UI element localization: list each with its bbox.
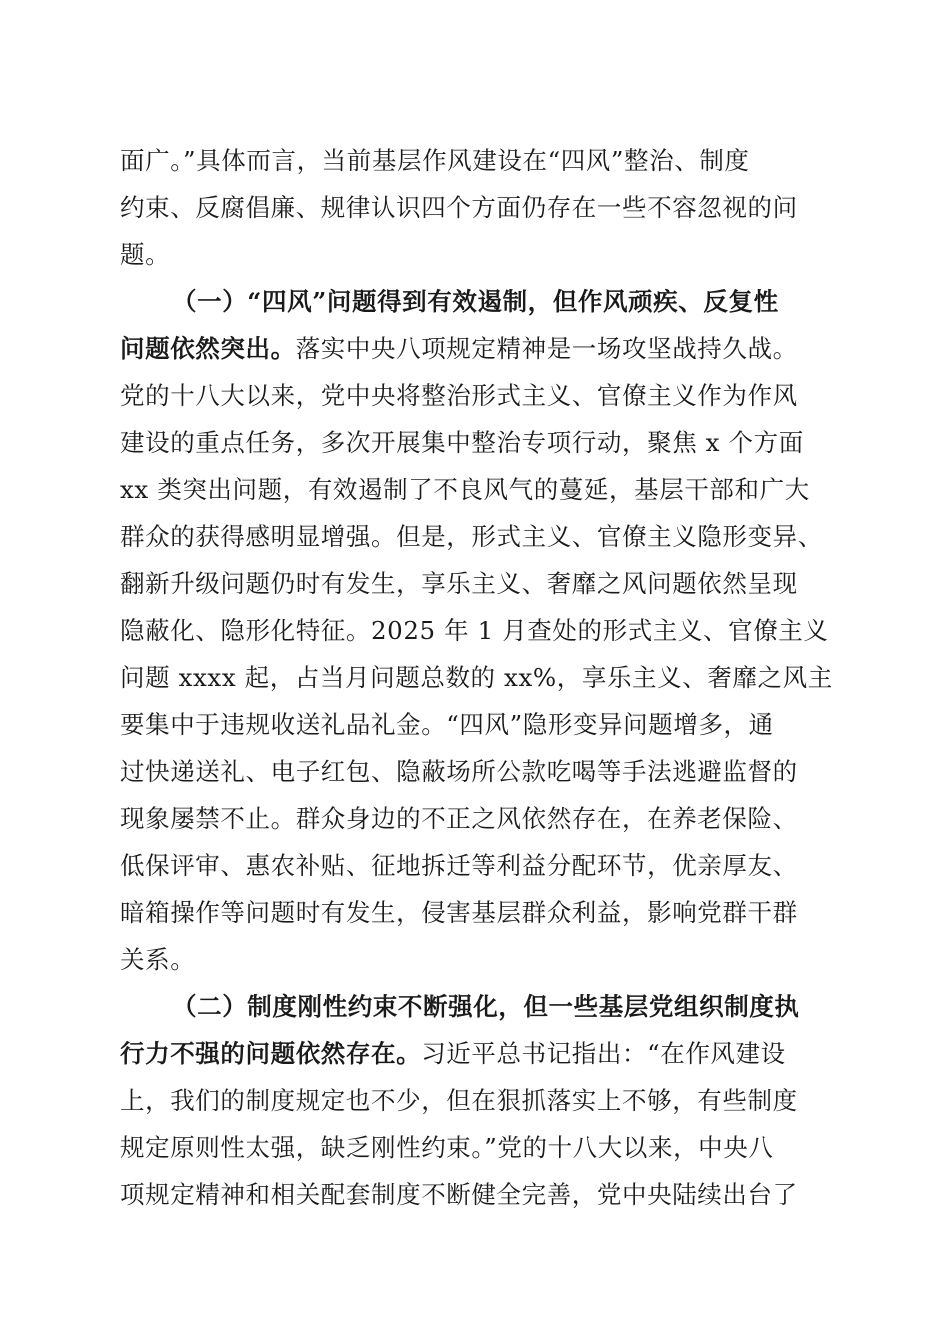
section-heading-2: （二）制度刚性约束不断强化，但一些基层党组织制度执 [172, 992, 800, 1021]
text-line: 关系。 [120, 945, 196, 974]
text-line: 过快递送礼、电子红包、隐蔽场所公款吃喝等手法逃避监督的 [120, 757, 798, 786]
text-line: 党的十八大以来，党中央将整治形式主义、官僚主义作为作风 [120, 381, 798, 410]
section-heading-1: （一）“四风”问题得到有效遏制，但作风顽疾、反复性 [172, 287, 779, 316]
text-line: 问题 xxxx 起，占当月问题总数的 xx%，享乐主义、奢靡之风主 [120, 663, 833, 692]
text-line: 建设的重点任务，多次开展集中整治专项行动，聚焦 x 个方面 [120, 428, 804, 457]
text-line: 项规定精神和相关配套制度不断健全完善，党中央陆续出台了 [120, 1180, 798, 1209]
text-line: 暗箱操作等问题时有发生，侵害基层群众利益，影响党群干群 [120, 898, 798, 927]
text-line: 题。 [120, 240, 171, 269]
text-line: xx 类突出问题，有效遏制了不良风气的蔓延，基层干部和广大 [120, 475, 810, 504]
text-line: 约束、反腐倡廉、规律认识四个方面仍存在一些不容忽视的问 [120, 193, 798, 222]
text-line: 行力不强的问题依然存在。习近平总书记指出：“在作风建设 [120, 1039, 786, 1068]
text-line: 翻新升级问题仍时有发生，享乐主义、奢靡之风问题依然呈现 [120, 569, 798, 598]
text-line: 问题依然突出。落实中央八项规定精神是一场攻坚战持久战。 [120, 334, 798, 363]
text-line: 现象屡禁不止。群众身边的不正之风依然存在，在养老保险、 [120, 804, 798, 833]
text-line: 群众的获得感明显增强。但是，形式主义、官僚主义隐形变异、 [120, 522, 823, 551]
text-line: 低保评审、惠农补贴、征地拆迁等利益分配环节，优亲厚友、 [120, 851, 798, 880]
text-line: 规定原则性太强，缺乏刚性约束。”党的十八大以来，中央八 [120, 1133, 774, 1162]
text-line: 隐蔽化、隐形化特征。2025 年 1 月查处的形式主义、官僚主义 [120, 616, 829, 645]
text-line: 上，我们的制度规定也不少，但在狠抓落实上不够，有些制度 [120, 1086, 798, 1115]
text-line: 面广。”具体而言，当前基层作风建设在“四风”整治、制度 [120, 146, 750, 175]
text-line: 要集中于违规收送礼品礼金。“四风”隐形变异问题增多，通 [120, 710, 774, 739]
